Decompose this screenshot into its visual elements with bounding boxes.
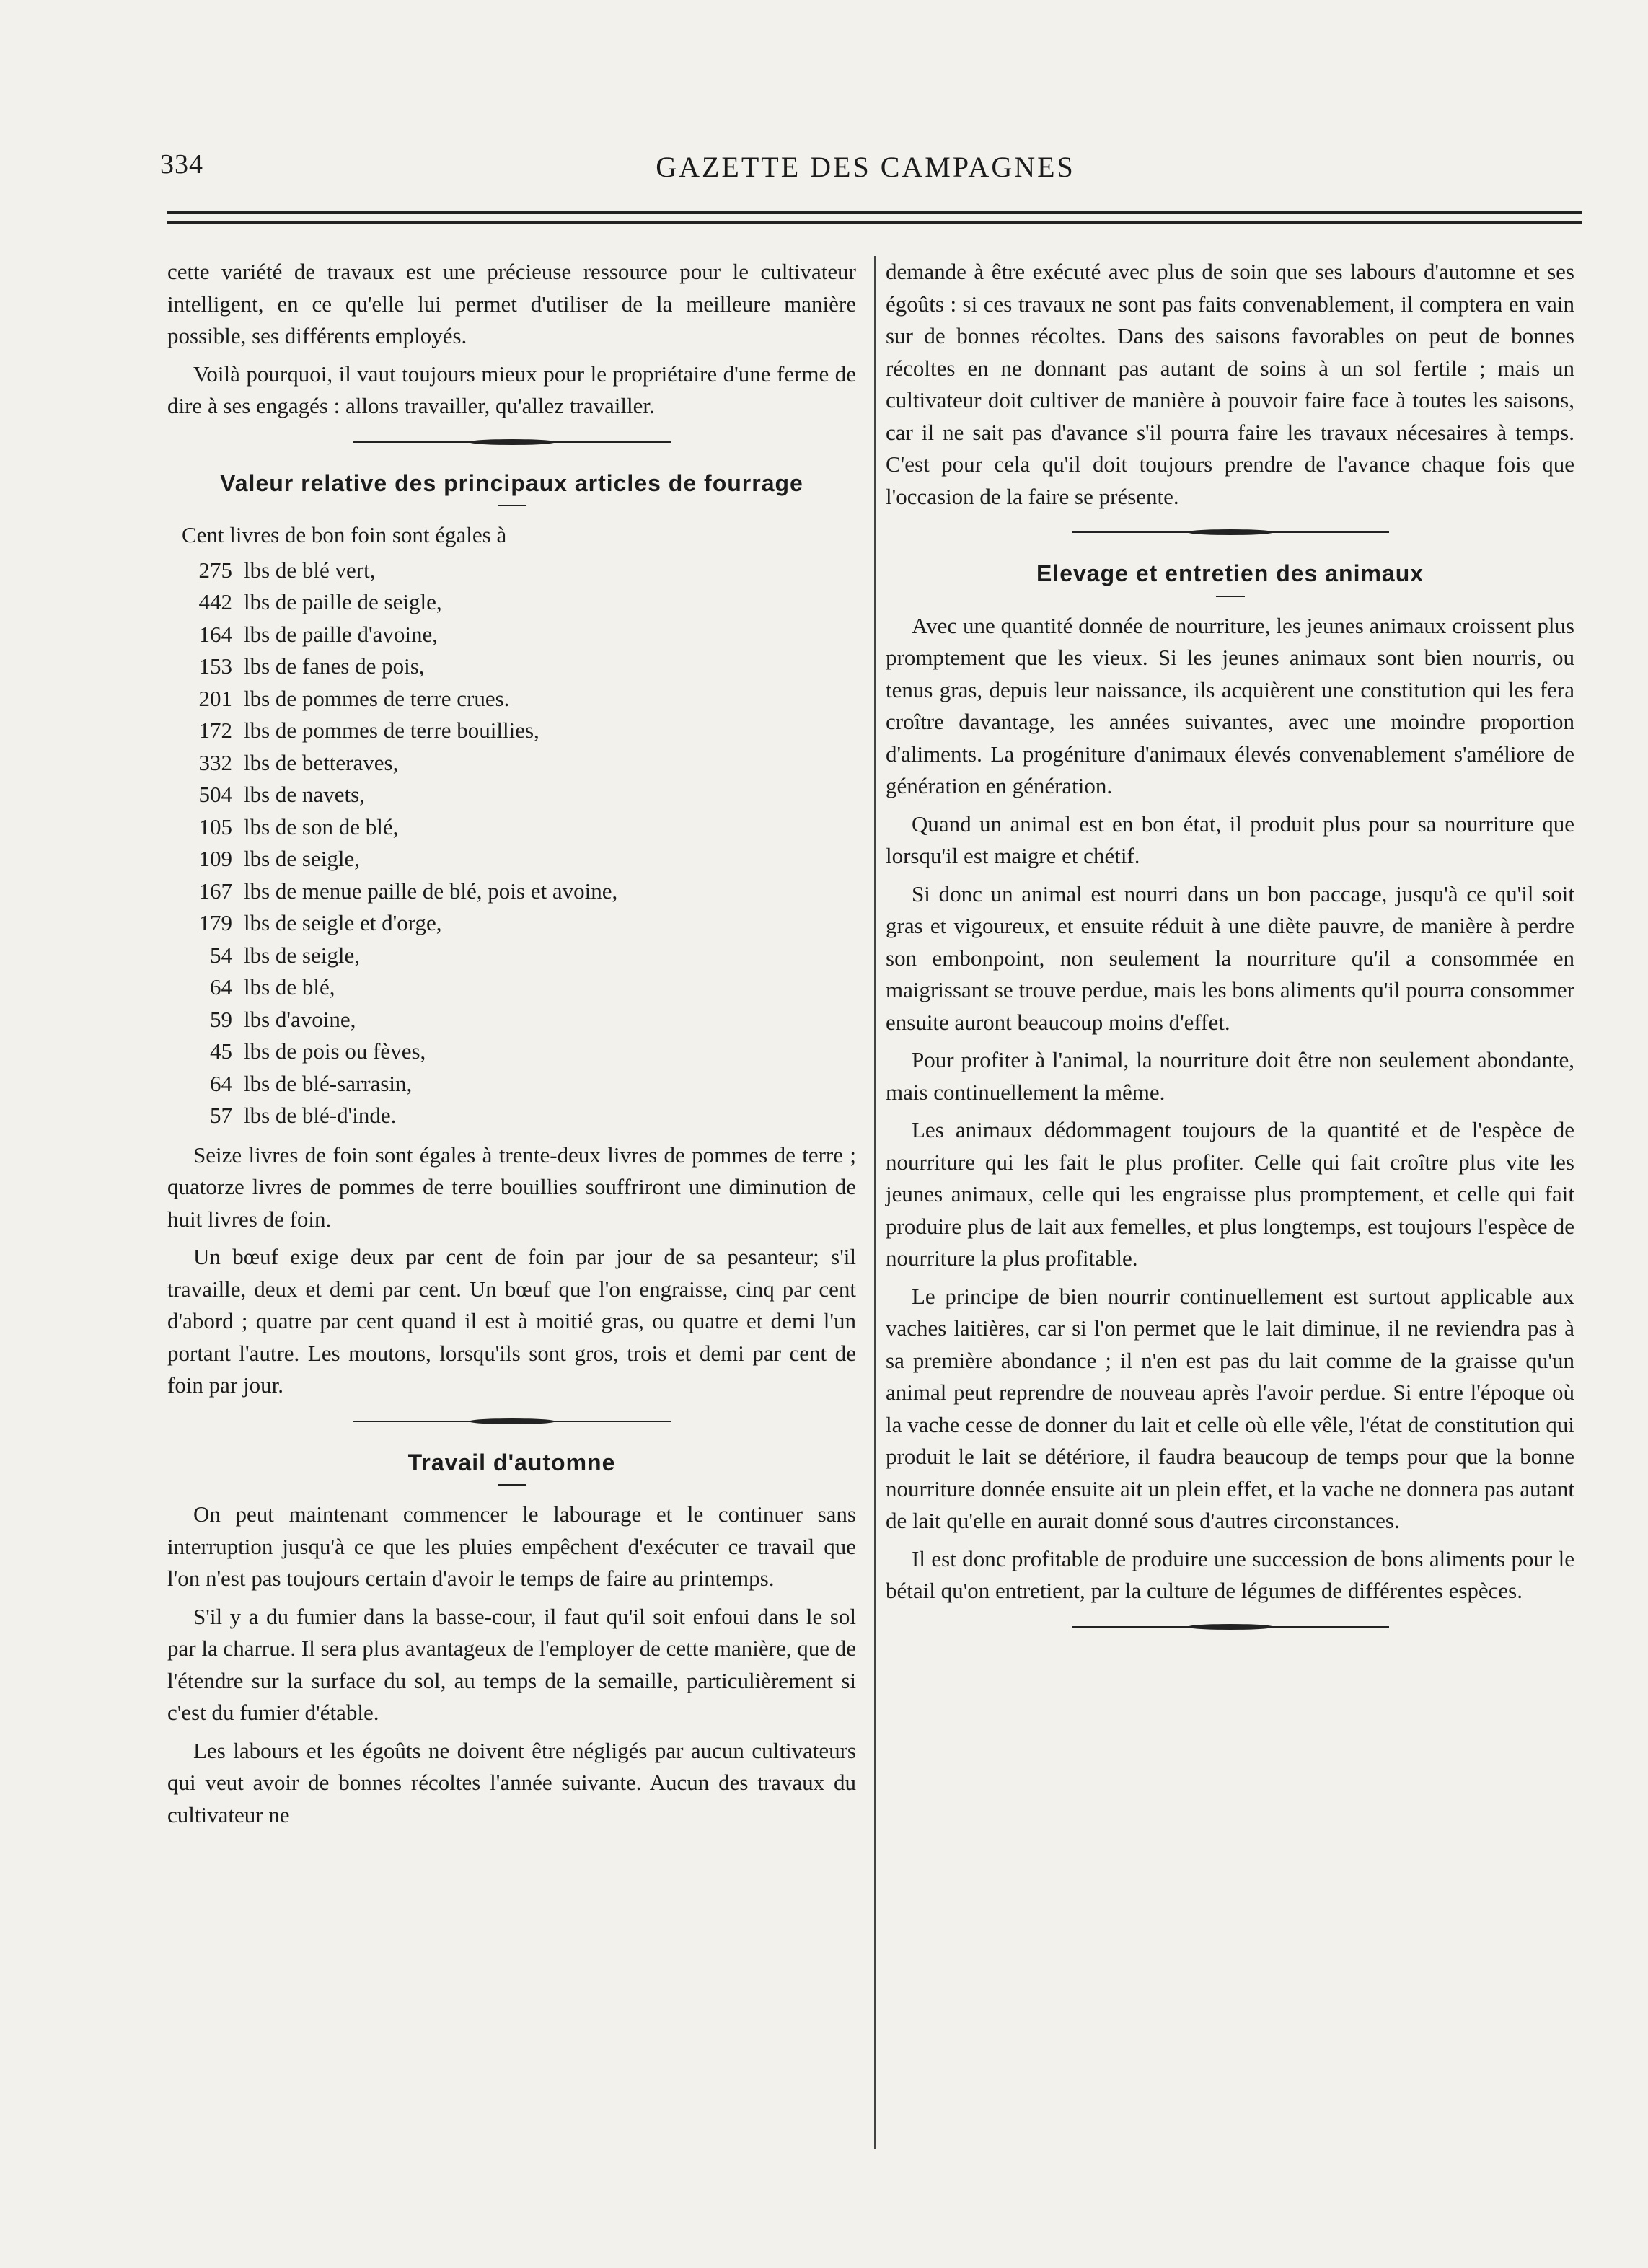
fodder-amount: 153 <box>198 653 232 679</box>
list-item <box>167 971 856 1004</box>
fodder-amount: 45 <box>210 1038 232 1064</box>
fodder-text: lbs de pois ou fèves, <box>244 1038 426 1064</box>
intro-paragraph-2: Voilà pourquoi, il vaut toujours mieux pour le propriétaire d'une ferme de dire à ses engagés : allons travailler, qu'allez travailler. <box>167 361 856 418</box>
list-item <box>167 811 856 844</box>
fodder-text: lbs de betteraves, <box>244 749 399 775</box>
fodder-text: lbs de paille de seigle, <box>244 589 442 614</box>
list-item <box>167 715 856 747</box>
animals-paragraph-2: Quand un animal est en bon état, il produit plus pour sa nourriture que lorsqu'il est maigre et chétif. <box>886 811 1574 868</box>
left-column <box>167 256 856 1837</box>
fodder-text: lbs d'avoine, <box>244 1006 356 1032</box>
title-dash <box>498 1484 526 1486</box>
header-rule <box>167 211 1582 224</box>
fodder-amount: 179 <box>198 910 232 935</box>
fodder-amount: 332 <box>198 749 232 775</box>
list-item <box>167 555 856 587</box>
list-item <box>167 1036 856 1068</box>
fodder-amount: 64 <box>210 1070 232 1096</box>
fodder-text: lbs de seigle, <box>244 942 360 968</box>
list-item <box>167 747 856 780</box>
fodder-paragraph-2: Un bœuf exige deux par cent de foin par jour de sa pesanteur; s'il travaille, deux et demi par cent. Un bœuf que l'on engraisse, cinq par cent d'abord ; quatre par cent quand il est à moitié gras, ou quatre et demi l'un portant l'autre. Les moutons, lorsqu'ils sont gros, trois et demi par cent de foin par jour. <box>167 1244 856 1398</box>
list-item <box>167 779 856 811</box>
fodder-amount: 167 <box>198 878 232 904</box>
list-item <box>167 843 856 875</box>
list-item <box>167 875 856 908</box>
fodder-text: lbs de navets, <box>244 782 365 807</box>
fodder-text: lbs de fanes de pois, <box>244 653 425 679</box>
list-item <box>167 650 856 683</box>
fodder-amount: 54 <box>210 942 232 968</box>
fodder-amount: 59 <box>210 1006 232 1032</box>
fodder-amount: 504 <box>198 782 232 807</box>
fodder-text: lbs de menue paille de blé, pois et avoine, <box>244 878 618 904</box>
fodder-text: lbs de pommes de terre bouillies, <box>244 718 539 743</box>
running-title: GAZETTE DES CAMPAGNES <box>656 151 1075 183</box>
continuation-paragraph: demande à être exécuté avec plus de soin que ses labours d'automne et ses égoûts : si ces travaux ne sont pas faits convenablement, il comptera en vain sur de bonnes récoltes. Dans des saisons favorables on peut de bonnes récoltes en ne donnant pas autant de soins à un sol fertile ; mais un cultivateur doit cultiver de manière à pouvoir faire face à toutes les saisons, car il ne sait pas d'avance s'il pourra faire les travaux nécesaires à temps. C'est pour cela qu'il doit toujours prendre de l'avance chaque fois que l'occasion de la faire se présente. <box>886 259 1574 509</box>
section-ornament <box>353 1418 671 1425</box>
animals-paragraph-4: Pour profiter à l'animal, la nourriture doit être non seulement abondante, mais continuellement la même. <box>886 1047 1574 1105</box>
fodder-text: lbs de blé, <box>244 974 335 1000</box>
fodder-amount: 201 <box>198 685 232 711</box>
animals-paragraph-5: Les animaux dédommagent toujours de la quantité et de l'espèce de nourriture qui les fait le plus profiter. Celle qui fait croître plus vite les jeunes animaux, celle qui les engraisse plus promptement, et celle qui fait produire plus de lait aux femelles, et plus longtemps, est toujours l'espèce de nourriture la plus profitable. <box>886 1117 1574 1271</box>
page-header <box>144 144 1587 187</box>
fodder-amount: 64 <box>210 974 232 1000</box>
list-item <box>167 940 856 972</box>
column-divider <box>874 256 876 2149</box>
animals-paragraph-6: Le principe de bien nourrir continuellement est surtout applicable aux vaches laitières, car si l'on permet que le lait diminue, il ne reviendra pas à sa première abondance ; il n'en est pas du lait comme de la graisse qu'un animal peut reprendre de nouveau après l'avoir perdue. Si entre l'époque où la vache cesse de donner du lait et celle où elle vêle, l'état de constitution qui produit le lait se détériore, il faudra beaucoup de temps pour que la bonne nourriture donnée ensuite ait un plein effet, et la vache ne donnera pas autant de lait qu'elle en aurait donné sous d'autres circonstances. <box>886 1283 1574 1533</box>
animals-paragraph-1: Avec une quantité donnée de nourriture, les jeunes animaux croissent plus promptement que les vieux. Si les jeunes animaux sont bien nourris, ou tenus gras, depuis leur naissance, ils acquièrent une constitution qui les fera croître davantage, les années suivantes, avec une moindre proportion d'aliments. La progéniture d'animaux élevés convenablement s'améliore de génération en génération. <box>886 612 1574 798</box>
fodder-text: lbs de son de blé, <box>244 813 399 839</box>
section-ornament <box>1072 1623 1389 1631</box>
fodder-amount: 109 <box>198 846 232 871</box>
fodder-amount: 164 <box>198 621 232 647</box>
fodder-text: lbs de blé vert, <box>244 557 376 583</box>
fodder-text: lbs de blé-sarrasin, <box>244 1070 413 1096</box>
autumn-paragraph-1: On peut maintenant commencer le labourage et le continuer sans interruption jusqu'à ce que les pluies empêchent d'exécuter ce travail que l'on n'est pas toujours certain d'avoir le temps de faire au printemps. <box>167 1501 856 1591</box>
fodder-text: lbs de seigle et d'orge, <box>244 910 442 935</box>
fodder-amount: 172 <box>198 718 232 743</box>
fodder-amount: 275 <box>198 557 232 583</box>
list-item <box>167 907 856 940</box>
animals-paragraph-7: Il est donc profitable de produire une succession de bons aliments pour le bétail qu'on entretient, par la culture de légumes de différentes espèces. <box>886 1545 1574 1603</box>
list-item <box>167 683 856 715</box>
fodder-amount: 105 <box>198 813 232 839</box>
list-item <box>167 1004 856 1036</box>
fodder-amount: 442 <box>198 589 232 614</box>
title-dash <box>1216 596 1245 597</box>
section-ornament <box>1072 529 1389 536</box>
intro-paragraph-1: cette variété de travaux est une précieuse ressource pour le cultivateur intelligent, en ce qu'elle lui permet d'utiliser de la meilleure manière possible, ses différents employés. <box>167 259 856 348</box>
page-number: 334 <box>160 149 203 180</box>
fodder-list <box>167 555 856 1132</box>
fodder-intro: Cent livres de bon foin sont égales à <box>182 522 507 547</box>
autumn-section-title: Travail d'automne <box>407 1449 616 1475</box>
animals-paragraph-3: Si donc un animal est nourri dans un bon paccage, jusqu'à ce qu'il soit gras et vigoureux, et ensuite réduit à une diète pauvre, de manière à perdre son embonpoint, non seulement la nourriture qu'il a consommée en maigrissant se trouve perdue, mais les bons aliments qu'il pourra consommer ensuite auront beaucoup moins d'effet. <box>886 881 1574 1035</box>
list-item <box>167 1068 856 1100</box>
list-item <box>167 619 856 651</box>
fodder-text: lbs de blé-d'inde. <box>244 1103 397 1128</box>
title-dash <box>498 505 526 506</box>
fodder-amount: 57 <box>210 1103 232 1128</box>
list-item <box>167 1100 856 1132</box>
fodder-paragraph-1: Seize livres de foin sont égales à trente-deux livres de pommes de terre ; quatorze livres de pommes de terre bouillies souffriront une diminution de huit livres de foin. <box>167 1142 856 1232</box>
fodder-section-title: Valeur relative des principaux articles de fourrage <box>220 469 803 496</box>
list-item <box>167 586 856 619</box>
section-ornament <box>353 438 671 446</box>
autumn-paragraph-2: S'il y a du fumier dans la basse-cour, il faut qu'il soit enfoui dans le sol par la charrue. Il sera plus avantageux de l'employer de cette manière, que de l'étendre sur la surface du sol, au temps de la semaille, particulièrement si c'est du fumier d'étable. <box>167 1603 856 1725</box>
fodder-text: lbs de pommes de terre crues. <box>244 685 510 711</box>
right-column <box>886 256 1574 1652</box>
autumn-paragraph-3: Les labours et les égoûts ne doivent être négligés par aucun cultivateurs qui veut avoir de bonnes récoltes l'année suivante. Aucun des travaux du cultivateur ne <box>167 1737 856 1827</box>
animals-section-title: Elevage et entretien des animaux <box>1036 560 1424 586</box>
fodder-text: lbs de paille d'avoine, <box>244 621 439 647</box>
fodder-text: lbs de seigle, <box>244 846 360 871</box>
